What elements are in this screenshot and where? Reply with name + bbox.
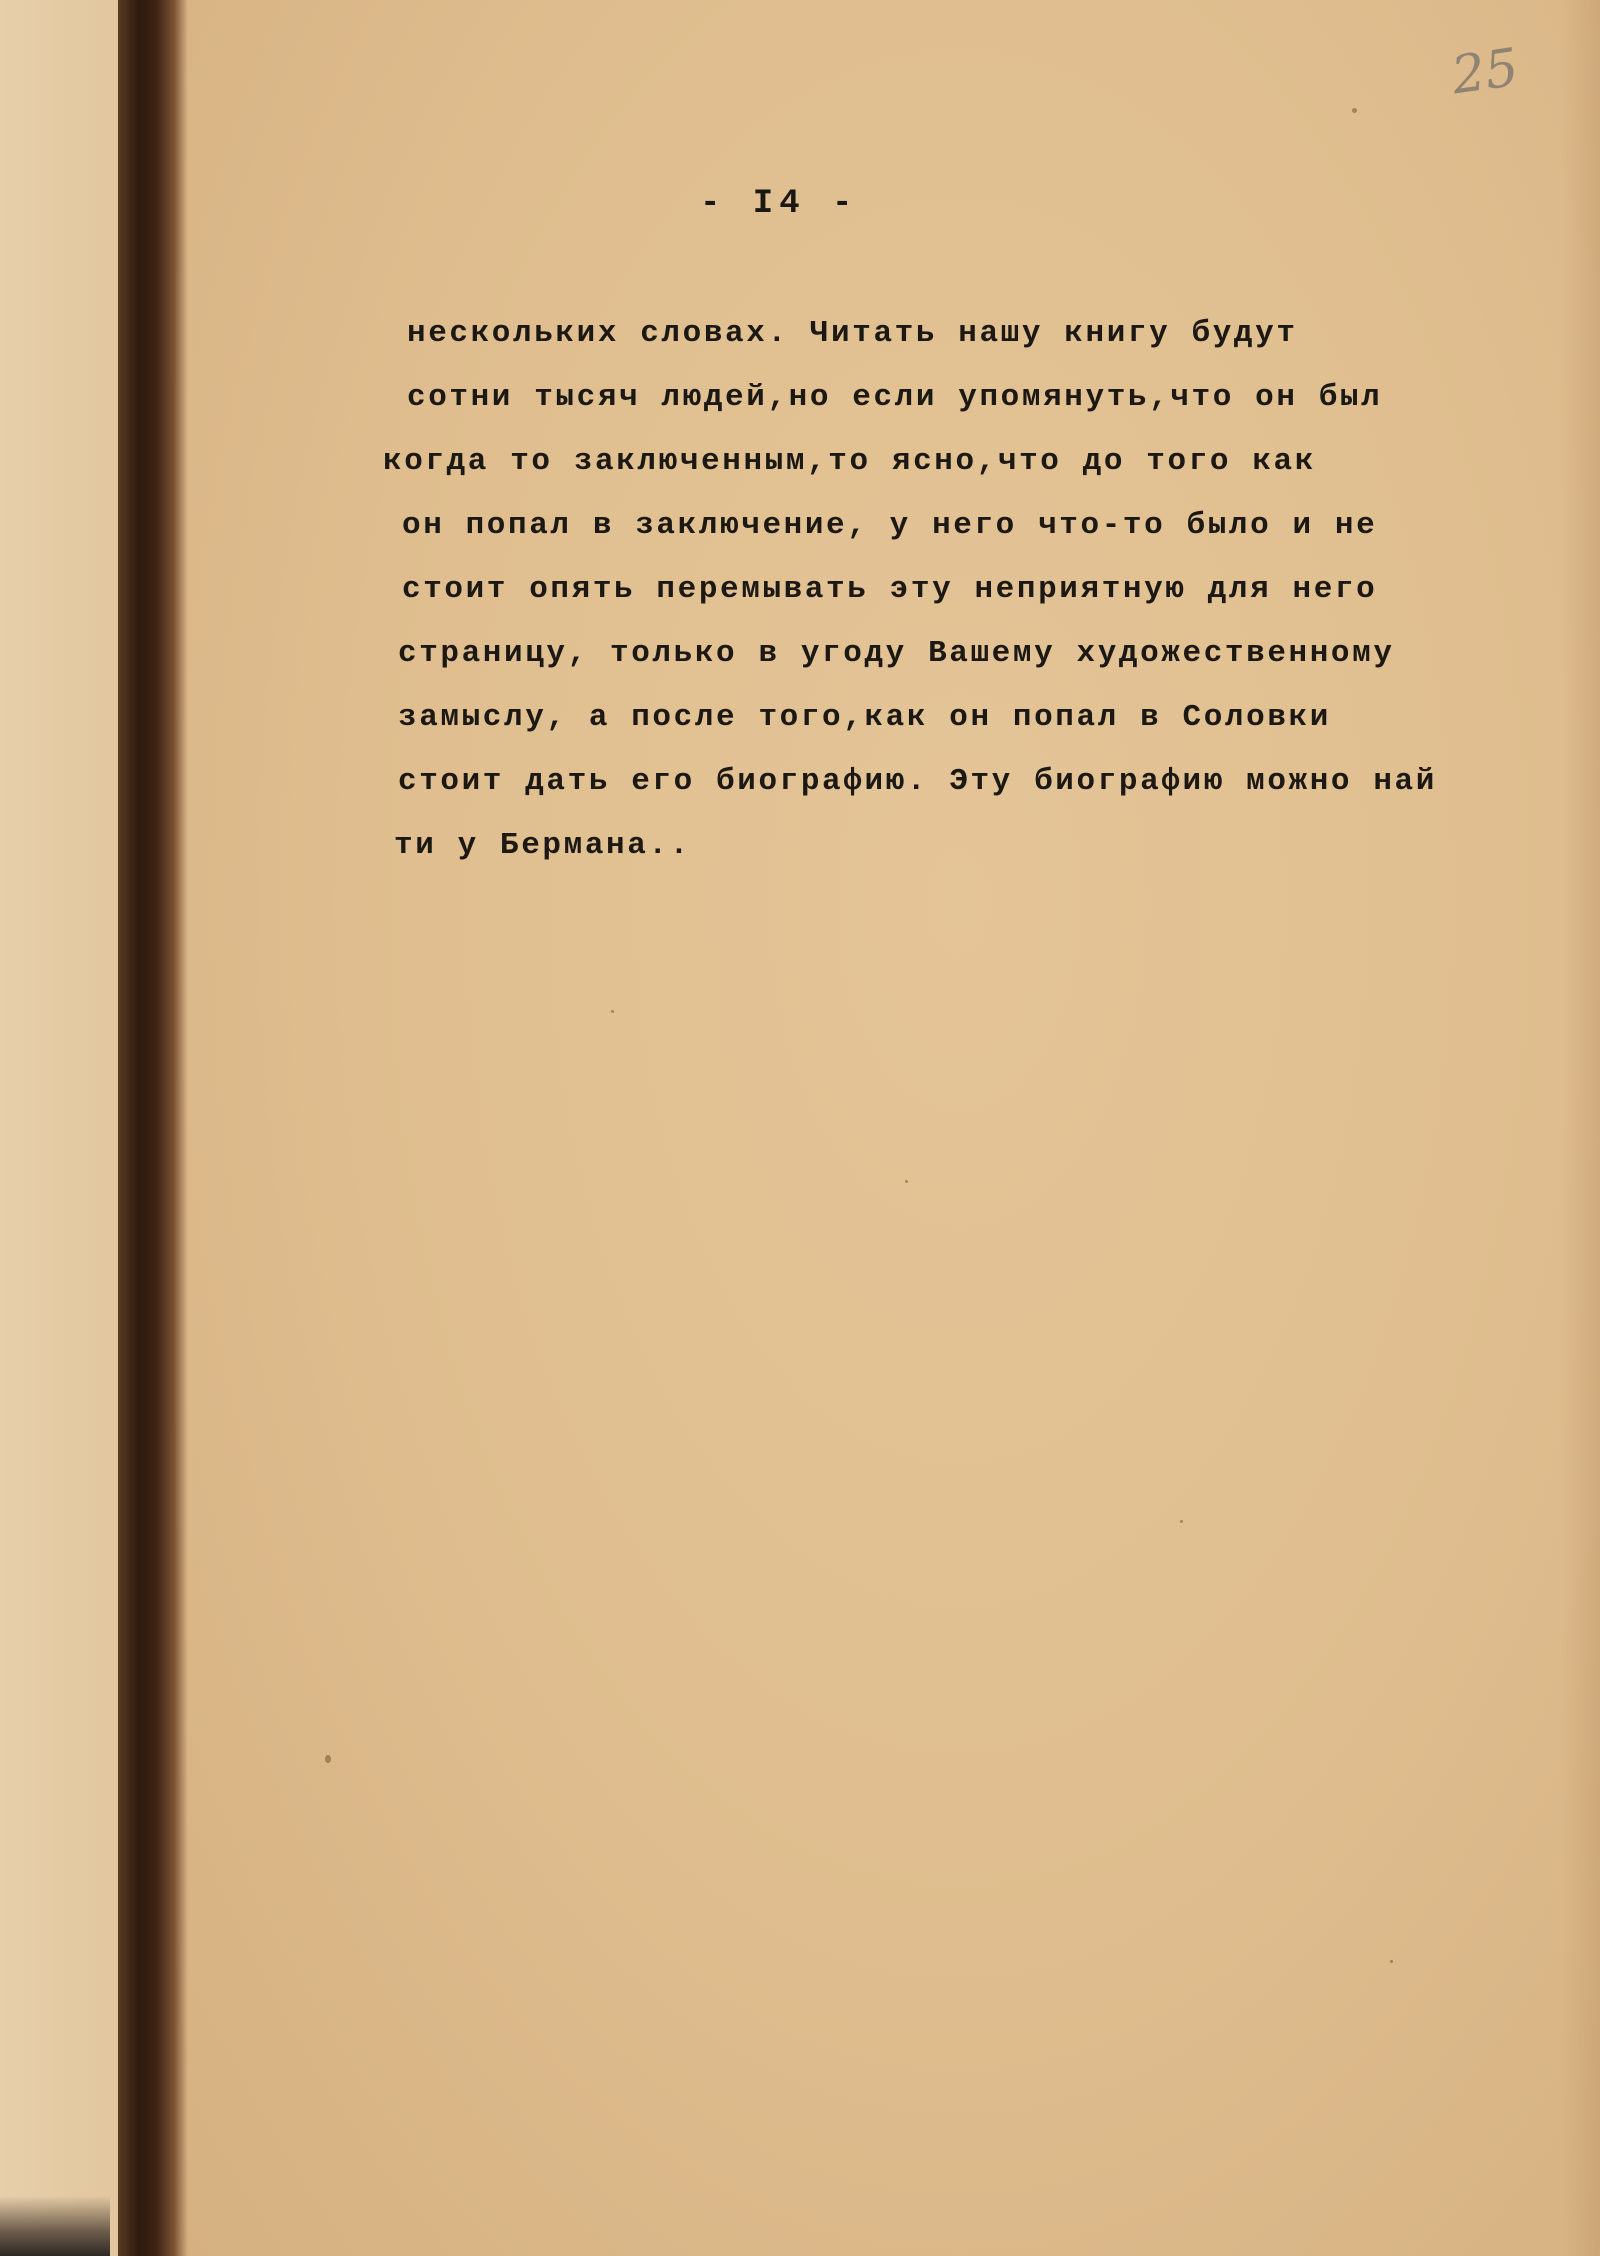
text-line: страницу, только в угоду Вашему художественному [398, 636, 1395, 671]
text-line: когда то заключенным,то ясно,что до того как [383, 444, 1316, 479]
text-line: замыслу, а после того,как он попал в Соловки [398, 700, 1331, 735]
text-line: сотни тысяч людей,но если упомянуть,что он был [407, 380, 1383, 415]
paper-speck [905, 1180, 908, 1183]
page-number: - I4 - [700, 185, 859, 223]
paper-speck [1352, 108, 1357, 113]
text-line: нескольких словах. Читать нашу книгу будут [407, 316, 1298, 351]
text-line: он попал в заключение, у него что-то было и не [402, 508, 1378, 543]
text-line: стоит дать его биографию. Эту биографию можно най [398, 764, 1437, 799]
book-spine [118, 0, 188, 2256]
text-line: стоит опять перемывать эту неприятную для него [402, 572, 1378, 607]
left-page-shadow [0, 2196, 110, 2256]
paper-speck [1180, 1520, 1183, 1523]
paper-speck [325, 1755, 331, 1763]
paper-speck [611, 1010, 614, 1013]
handwritten-folio-number: 25 [1448, 37, 1523, 107]
text-line: ти у Бермана.. [394, 828, 691, 863]
paper-speck [1390, 1960, 1393, 1963]
page-right-edge [1560, 0, 1600, 2256]
